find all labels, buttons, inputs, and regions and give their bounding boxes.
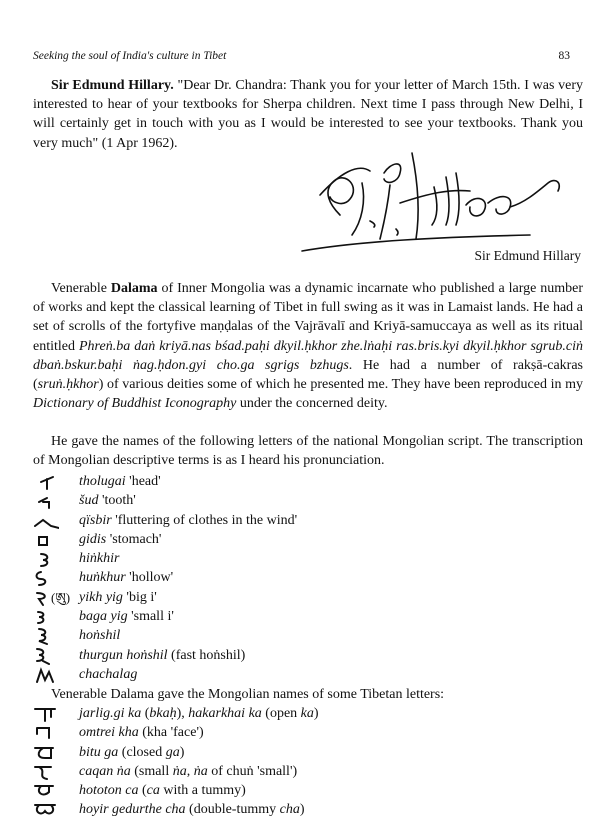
letter-term: ca	[146, 783, 160, 799]
tibetan-cha-glyph	[33, 801, 73, 819]
letter-gloss: (kha 'face')	[138, 725, 204, 741]
letter-gloss: (	[138, 783, 147, 799]
letter-term: omtrei kha	[79, 725, 139, 741]
letter-sender: Sir Edmund Hillary.	[51, 78, 174, 93]
signature-caption: Sir Edmund Hillary	[474, 248, 581, 263]
letter-term: caqan ṅa	[79, 763, 131, 779]
letter-gloss: 'stomach'	[106, 531, 162, 547]
mongolian-letter-row	[33, 568, 583, 587]
dalama-text-1: Venerable	[51, 281, 111, 296]
mongolian-letter-row	[33, 646, 583, 665]
letter-term: hoṅshil	[79, 628, 121, 644]
letter-description	[79, 646, 245, 665]
letter-term: thurgun hoṅshil	[79, 647, 168, 663]
letter-term: chachalag	[79, 666, 138, 682]
letter-term: jarlig.gi ka	[79, 706, 142, 721]
hillary-signature-image	[300, 143, 570, 255]
mongolian-letter-list	[33, 472, 583, 684]
letter-gloss: with a tummy)	[159, 783, 246, 799]
tibetan-kha-glyph	[33, 724, 73, 742]
running-title: Seeking the soul of India's culture in Tibet	[33, 50, 227, 62]
letter-gloss: 'head'	[125, 474, 161, 489]
letter-gloss: 'fluttering of clothes in the wind'	[111, 512, 298, 528]
mongolian-chachalag-glyph	[33, 666, 73, 684]
tibetan-letter-row	[33, 743, 583, 762]
script-paragraph: He gave the names of the following letters of the national Mongolian script. The transcription of Mongolian descriptive terms is as I heard his pronunciation.	[33, 434, 583, 469]
mongolian-letter-row	[33, 530, 583, 549]
mongolian-letter-row	[33, 549, 583, 568]
letter-gloss: )	[179, 744, 185, 760]
srun-term: sruṅ.ḥkhor	[37, 377, 99, 393]
letter-gloss: ),	[176, 706, 189, 721]
mongolian-small-i-glyph	[33, 608, 73, 626]
letter-gloss: (	[141, 706, 150, 721]
letter-term: qïsbir	[79, 512, 112, 528]
letter-description	[79, 530, 161, 549]
letter-gloss: 'hollow'	[125, 570, 174, 586]
letter-description	[79, 723, 204, 742]
letter-description	[79, 511, 297, 530]
dalama-text-3: . He had a number of rakṣā-cakras (	[33, 357, 583, 393]
letter-gloss: (closed	[118, 744, 166, 760]
tibetan-ga-glyph	[33, 744, 73, 762]
book-title: Dictionary of Buddhist Iconography	[33, 396, 237, 412]
hillary-letter-paragraph	[33, 76, 583, 153]
letter-gloss: (double-tummy	[185, 802, 280, 818]
dalama-paragraph	[33, 279, 583, 413]
tibetan-letter-row	[33, 704, 583, 723]
ritual-title: Phreṅ.ba daṅ kriyā.nas bśad.paḥi dkyil.ḥkhor zhe.lṅaḥi ras.bris.kyi dkyil.ḥkhor sgrub.ciṅ dbaṅ.bskur.baḥi ṅag.ḥdon.gyi cho.ga sgrigs bzhugs	[33, 338, 583, 373]
tibetan-ca-glyph	[33, 782, 73, 800]
tibetan-intro: Venerable Dalama gave the Mongolian names of some Tibetan letters:	[51, 687, 445, 702]
running-header	[33, 50, 570, 62]
mongolian-fast-honshil-glyph	[33, 647, 73, 665]
letter-gloss: 'small i'	[127, 609, 174, 625]
letter-term: šud	[79, 493, 99, 509]
mongolian-letter-row	[33, 511, 583, 530]
letter-term: ṅa	[172, 763, 187, 779]
letter-description	[79, 588, 157, 607]
mongolian-stomach-glyph	[33, 531, 73, 549]
letter-gloss: 'big i'	[122, 589, 157, 605]
letter-term: ṅa	[193, 763, 208, 779]
letter-gloss: (open	[261, 706, 301, 721]
tibetan-letter-row	[33, 781, 583, 800]
letter-description	[79, 568, 173, 587]
letter-description	[79, 743, 184, 762]
mongolian-hinkhir-glyph	[33, 550, 73, 568]
page-number: 83	[558, 50, 570, 62]
letter-term: bkaḥ	[149, 706, 177, 721]
letter-term: bitu ga	[79, 744, 119, 760]
tibetan-ka-glyph	[33, 705, 73, 723]
letter-description	[79, 626, 120, 645]
letter-description	[79, 472, 161, 491]
letter-term: hiṅkhir	[79, 551, 120, 567]
letter-term: gidis	[79, 531, 107, 547]
mongolian-letter-row	[33, 491, 583, 510]
tibetan-equivalent: (ཨུ)	[51, 589, 71, 605]
letter-body: "Dear Dr. Chandra: Thank you for your letter of March 15th. I was very interested to hear of your textbooks for Sherpa children. Next time I pass through New Delhi, I will certainly get in touch with you as I would be interested to see your textbooks. Thank you very much" (1 Apr 1962).	[33, 78, 584, 151]
letter-description	[79, 781, 246, 800]
letter-term: ga	[165, 744, 180, 760]
mongolian-head-glyph	[33, 473, 73, 491]
mongolian-tooth-glyph	[33, 492, 73, 510]
letter-description	[79, 607, 174, 626]
mongolian-letter-row	[33, 665, 583, 684]
tibetan-letter-row	[33, 723, 583, 742]
dalama-text-5: under the concerned deity.	[236, 396, 388, 412]
letter-description	[79, 704, 319, 723]
letter-term: yikh yig	[79, 589, 123, 605]
letter-gloss: 'tooth'	[98, 493, 136, 509]
letter-description	[79, 665, 137, 684]
tibetan-letter-row	[33, 762, 583, 781]
mongolian-honshil-glyph	[33, 627, 73, 645]
dalama-text-4: ) of various deities some of which he presented me. They have been reproduced in my	[98, 377, 583, 393]
letter-gloss: )	[313, 706, 319, 721]
letter-gloss: (fast hoṅshil)	[167, 647, 246, 663]
letter-description	[79, 762, 297, 781]
tibetan-letter-row	[33, 800, 583, 819]
mongolian-hollow-glyph	[33, 569, 73, 587]
letter-term: cha	[279, 802, 300, 818]
mongolian-letter-row	[33, 472, 583, 491]
letter-gloss: )	[299, 802, 305, 818]
mongolian-letter-row	[33, 626, 583, 645]
letter-term: baga yig	[79, 609, 128, 625]
letter-gloss: (small	[130, 763, 173, 779]
letter-gloss: ,	[186, 763, 194, 779]
letter-term: tholugai	[79, 474, 126, 489]
letter-description	[79, 800, 305, 819]
mongolian-letter-row	[33, 588, 583, 607]
letter-description	[79, 491, 136, 510]
letter-term: hoyir gedurthe cha	[79, 802, 186, 818]
mongolian-qisbir-glyph	[33, 512, 73, 530]
tibetan-letter-list	[33, 704, 583, 820]
tibetan-nga-glyph	[33, 763, 73, 781]
letter-description	[79, 549, 119, 568]
dalama-text-2: of Inner Mongolia was a dynamic incarnate who published a large number of works and kept the classical learning of Tibet in full swing as it was in Lamaist lands. He had a set of scrolls of the fortyfive maṇḍalas of the Vajrāvalī and Kriyā-samuccaya as well as its ritual entitled	[33, 281, 584, 354]
letter-gloss: of chuṅ 'small')	[207, 763, 298, 779]
letter-term: huṅkhur	[79, 570, 126, 586]
letter-term: hototon ca	[79, 783, 139, 799]
letter-term: hakarkhai ka	[188, 706, 262, 721]
dalama-name: Dalama	[110, 281, 158, 296]
mongolian-letter-row	[33, 607, 583, 626]
letter-term: ka	[300, 706, 314, 721]
